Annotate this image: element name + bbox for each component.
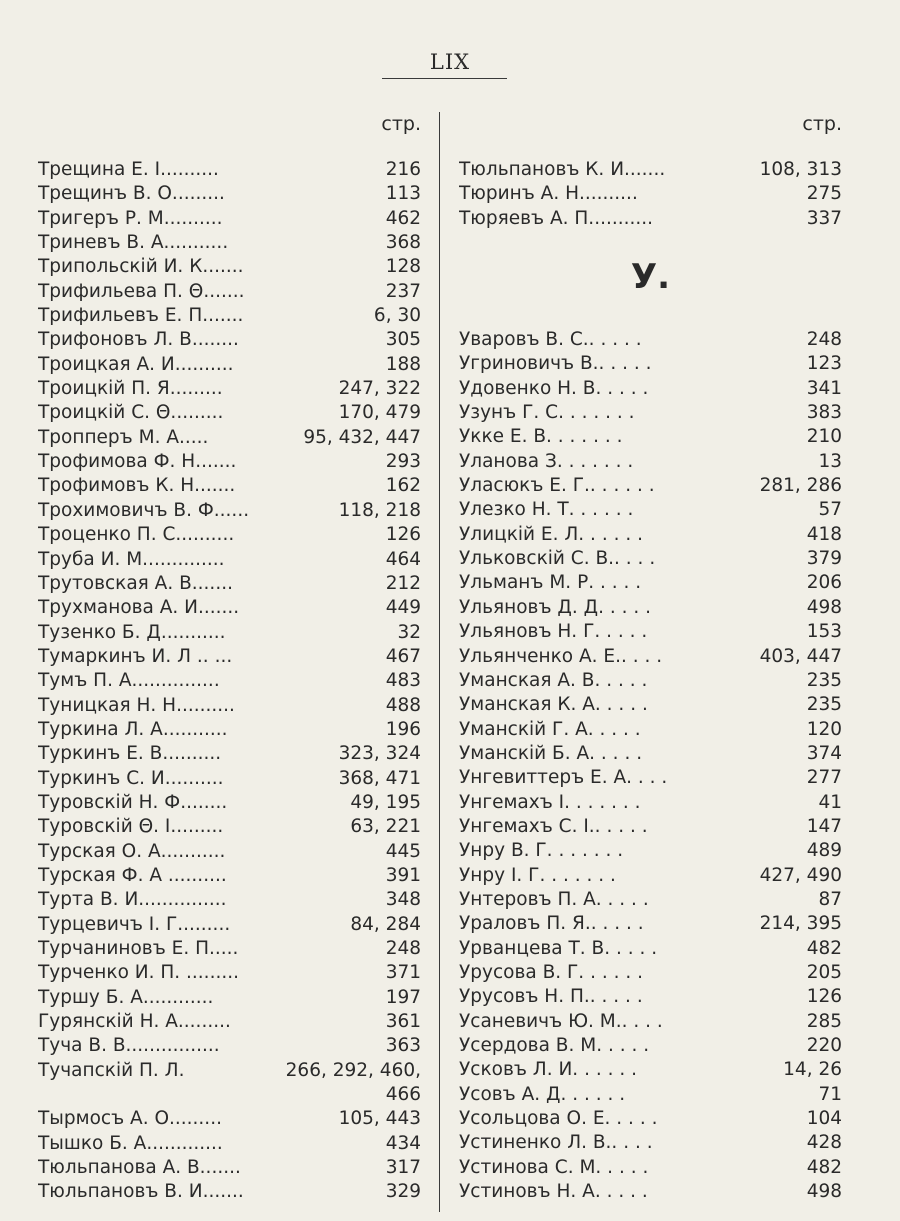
entry-pages: 162 — [384, 474, 421, 498]
entry-name: Удовенко Н. В. . . . . — [459, 377, 649, 399]
entry-pages: 32 — [395, 621, 421, 645]
entry-name: Устиненко Л. В.. . . . — [459, 1132, 653, 1154]
entry-pages: 49, 195 — [348, 791, 421, 815]
entry-name: Гурянскiй Н. А......... — [38, 1011, 231, 1033]
entry-name: Троицкая А. И.......... — [38, 353, 234, 375]
entry-pages: 363 — [384, 1034, 421, 1058]
entry-pages: 266, 292, 460, — [284, 1059, 421, 1083]
entry-pages: 293 — [384, 450, 421, 474]
entry-name: Уманская А. В. . . . . — [459, 669, 648, 691]
entry-pages: 434 — [384, 1132, 421, 1156]
entry-name: Усовъ А. Д. . . . . . — [459, 1083, 626, 1105]
index-entry — [38, 621, 421, 645]
entry-pages: 348 — [384, 888, 421, 912]
entry-name: Ульманъ М. Р. . . . . — [459, 572, 642, 594]
entry-name: Ульяновъ Н. Г. . . . . — [459, 621, 648, 643]
index-entry — [38, 1156, 421, 1180]
index-entry — [459, 328, 842, 352]
index-entry — [459, 961, 842, 985]
entry-name: Усаневичъ Ю. М.. . . . — [459, 1010, 663, 1032]
index-entry — [38, 767, 421, 791]
index-entry — [38, 1083, 421, 1107]
entry-pages: 147 — [805, 815, 842, 839]
entry-name: Трифоновъ Л. В........ — [38, 329, 239, 351]
entry-name: Укке Е. В. . . . . . . — [459, 426, 623, 448]
index-entry — [38, 401, 421, 425]
entry-pages: 220 — [805, 1034, 842, 1058]
entry-pages: 212 — [384, 572, 421, 596]
entry-pages: 466 — [384, 1083, 421, 1107]
index-entry — [459, 1010, 842, 1034]
entry-pages: 482 — [805, 937, 842, 961]
entry-pages: 6, 30 — [372, 304, 421, 328]
index-entry — [38, 523, 421, 547]
section-letter-u: У. — [630, 257, 671, 298]
entry-pages: 341 — [805, 377, 842, 401]
entry-name: Турта В. И............... — [38, 889, 227, 911]
index-entry — [459, 450, 842, 474]
index-entry — [459, 425, 842, 449]
index-entry — [38, 596, 421, 620]
entry-name: Трутовская А. В....... — [38, 572, 233, 594]
entry-pages: 277 — [805, 766, 842, 790]
left-column-header: стр. — [381, 113, 421, 135]
entry-pages: 120 — [805, 718, 842, 742]
entry-name: Туркинъ Е. В.......... — [38, 743, 222, 765]
entry-name: Угриновичъ В.. . . . . — [459, 353, 652, 375]
index-entry — [38, 937, 421, 961]
entry-name: Туча В. В................ — [38, 1035, 220, 1057]
entry-name: Устинова С. М. . . . . — [459, 1156, 649, 1178]
index-entry — [38, 304, 421, 328]
index-entry — [459, 620, 842, 644]
entry-name: Туровскiй Θ. I......... — [38, 816, 224, 838]
index-entry — [459, 352, 842, 376]
index-entry — [38, 742, 421, 766]
entry-pages: 368, 471 — [337, 767, 421, 791]
entry-name: Тюряевъ А. П........... — [459, 207, 653, 229]
entry-name: Трофимовъ К. Н....... — [38, 475, 236, 497]
index-entry — [38, 328, 421, 352]
entry-pages: 57 — [816, 498, 842, 522]
entry-pages: 197 — [384, 986, 421, 1010]
entry-pages: 483 — [384, 669, 421, 693]
entry-pages: 84, 284 — [348, 913, 421, 937]
entry-name: Уласюкъ Е. Г.. . . . . . — [459, 475, 655, 497]
entry-pages: 428 — [805, 1131, 842, 1155]
index-entry — [38, 840, 421, 864]
entry-pages: 383 — [805, 401, 842, 425]
entry-name: Тюльпановъ К. И....... — [459, 159, 666, 180]
entry-pages: 14, 26 — [781, 1058, 842, 1082]
entry-name: Турская Ф. А .......... — [38, 864, 227, 886]
index-entry — [459, 182, 842, 206]
index-entry — [38, 815, 421, 839]
entry-pages: 128 — [384, 255, 421, 279]
entry-name: Тумъ П. А............... — [38, 670, 220, 692]
index-entry — [38, 986, 421, 1010]
entry-name: Трипольскiй И. К....... — [38, 256, 244, 278]
entry-pages: 368 — [384, 231, 421, 255]
entry-name: Тюльпановъ В. И....... — [38, 1181, 244, 1203]
entry-pages: 489 — [805, 839, 842, 863]
entry-name: Трещинъ В. О......... — [38, 183, 225, 205]
page-number-rule — [382, 78, 507, 79]
entry-pages: 323, 324 — [337, 742, 421, 766]
index-entry — [459, 669, 842, 693]
entry-name: Унру I. Г. . . . . . . — [459, 864, 616, 886]
entry-pages: 403, 447 — [758, 645, 842, 669]
index-entry — [459, 1034, 842, 1058]
entry-pages: 214, 395 — [758, 912, 842, 936]
entry-name: Туркинъ С. И.......... — [38, 767, 224, 789]
entry-name: Унгемахъ I. . . . . . . — [459, 791, 641, 813]
index-entry — [459, 1131, 842, 1155]
index-entry — [459, 158, 842, 182]
entry-pages: 482 — [805, 1156, 842, 1180]
entry-name: Усковъ Л. И. . . . . . — [459, 1059, 637, 1081]
index-entry — [38, 1010, 421, 1034]
index-entry — [459, 498, 842, 522]
index-entry — [459, 547, 842, 571]
index-entry — [38, 645, 421, 669]
entry-name: Тучапскiй П. Л. — [38, 1059, 185, 1081]
index-entry — [459, 523, 842, 547]
entry-pages: 105, 443 — [337, 1107, 421, 1131]
entry-pages: 488 — [384, 694, 421, 718]
index-entry — [459, 377, 842, 401]
column-divider — [439, 112, 440, 1212]
entry-pages: 188 — [384, 353, 421, 377]
index-entry — [38, 499, 421, 523]
entry-pages: 118, 218 — [337, 499, 421, 523]
index-entry — [459, 645, 842, 669]
index-entry — [459, 791, 842, 815]
right-entry-list — [459, 158, 842, 1204]
index-entry — [38, 864, 421, 888]
index-entry — [459, 839, 842, 863]
entry-name: Урванцева Т. В. . . . . — [459, 937, 658, 959]
entry-name: Унгемахъ С. I.. . . . . — [459, 815, 648, 837]
entry-name: Улицкiй Е. Л. . . . . . — [459, 523, 643, 545]
entry-pages: 216 — [384, 158, 421, 182]
entry-pages: 462 — [384, 207, 421, 231]
index-entry — [38, 231, 421, 255]
entry-pages: 374 — [805, 742, 842, 766]
entry-name: Троицкiй П. Я......... — [38, 378, 223, 400]
index-entry — [459, 766, 842, 790]
index-entry — [38, 280, 421, 304]
index-entry — [459, 596, 842, 620]
index-entry — [459, 815, 842, 839]
entry-pages: 104 — [805, 1107, 842, 1131]
entry-pages: 13 — [816, 450, 842, 474]
entry-name: Турченко И. П. ......... — [38, 962, 239, 984]
entry-pages: 235 — [805, 693, 842, 717]
index-entry — [38, 1059, 421, 1083]
index-entry — [38, 1107, 421, 1131]
entry-name: Туровскiй Н. Ф........ — [38, 791, 228, 813]
entry-name: Тригеръ Р. М.......... — [38, 207, 223, 229]
entry-pages: 153 — [805, 620, 842, 644]
entry-name: Ульковскiй С. В.. . . . — [459, 548, 656, 570]
index-entry — [38, 255, 421, 279]
index-entry — [38, 913, 421, 937]
entry-name: Труба И. М.............. — [38, 548, 225, 570]
entry-name: Уваровъ В. С.. . . . . — [459, 329, 642, 351]
entry-name: Унгевиттеръ Е. А. . . . — [459, 767, 668, 789]
entry-name: Уланова З. . . . . . . — [459, 450, 634, 472]
entry-name: Узунъ Г. С. . . . . . . — [459, 402, 635, 424]
entry-name: Уманская К. А. . . . . — [459, 694, 648, 716]
entry-name: Ульянченко А. Е.. . . . — [459, 645, 663, 667]
entry-pages: 235 — [805, 669, 842, 693]
entry-pages: 379 — [805, 547, 842, 571]
entry-pages: 361 — [384, 1010, 421, 1034]
entry-pages: 95, 432, 447 — [301, 426, 421, 450]
entry-name: Унру В. Г. . . . . . . — [459, 840, 624, 862]
entry-pages: 467 — [384, 645, 421, 669]
entry-name: Турцевичъ I. Г......... — [38, 913, 231, 935]
index-entry — [38, 888, 421, 912]
entry-name: Тырмосъ А. О......... — [38, 1108, 222, 1130]
entry-name: Триневъ В. А........... — [38, 232, 229, 254]
entry-pages: 391 — [384, 864, 421, 888]
index-entry — [38, 450, 421, 474]
entry-pages: 63, 221 — [348, 815, 421, 839]
index-entry — [38, 718, 421, 742]
entry-pages: 317 — [384, 1156, 421, 1180]
entry-name: Трифильевъ Е. П....... — [38, 305, 244, 327]
entry-name: Урусова В. Г. . . . . . — [459, 961, 643, 983]
entry-pages: 418 — [805, 523, 842, 547]
index-entry — [459, 1058, 842, 1082]
entry-pages: 126 — [384, 523, 421, 547]
index-entry — [459, 912, 842, 936]
entry-name: Тюринъ А. Н.......... — [459, 183, 638, 205]
index-entry — [459, 401, 842, 425]
entry-pages: 275 — [805, 182, 842, 206]
index-entry — [38, 426, 421, 450]
entry-pages: 464 — [384, 548, 421, 572]
index-entry — [38, 182, 421, 206]
index-entry — [459, 1107, 842, 1131]
entry-pages: 329 — [384, 1180, 421, 1204]
index-entry — [38, 377, 421, 401]
entry-name: Трофимова Ф. Н....... — [38, 451, 237, 473]
entry-name: Уманскiй Б. А. . . . . — [459, 742, 643, 764]
index-entry — [459, 207, 842, 231]
index-entry — [459, 864, 842, 888]
entry-name: Устиновъ Н. А. . . . . — [459, 1181, 648, 1203]
entry-name: Трухманова А. И....... — [38, 597, 240, 619]
entry-pages: 126 — [805, 985, 842, 1009]
entry-pages: 498 — [805, 596, 842, 620]
index-entry — [38, 669, 421, 693]
index-entry — [38, 1034, 421, 1058]
index-entry — [459, 1180, 842, 1204]
index-entry — [459, 937, 842, 961]
entry-name: Туницкая Н. Н.......... — [38, 694, 235, 716]
index-entry — [459, 474, 842, 498]
index-entry — [38, 961, 421, 985]
entry-pages: 427, 490 — [758, 864, 842, 888]
entry-pages: 210 — [805, 425, 842, 449]
page-number: LIX — [429, 50, 471, 74]
entry-name: Туркина Л. А........... — [38, 718, 228, 740]
entry-name: Турская О. А........... — [38, 840, 226, 862]
entry-pages: 445 — [384, 840, 421, 864]
entry-pages: 371 — [384, 961, 421, 985]
entry-name: Тумаркинъ И. Л .. ... — [38, 645, 233, 667]
entry-pages: 123 — [805, 352, 842, 376]
index-entry — [38, 158, 421, 182]
index-entry — [459, 718, 842, 742]
right-column-header: стр. — [802, 113, 842, 135]
entry-name: Трещина Е. I.......... — [38, 159, 219, 180]
entry-pages: 205 — [805, 961, 842, 985]
entry-pages: 285 — [805, 1010, 842, 1034]
entry-pages: 237 — [384, 280, 421, 304]
entry-name: Туршу Б. А............ — [38, 986, 214, 1008]
entry-name: Тузенко Б. Д........... — [38, 621, 226, 643]
entry-pages: 281, 286 — [758, 474, 842, 498]
left-entry-list — [38, 158, 421, 1205]
entry-name: Тюльпанова А. В....... — [38, 1157, 241, 1179]
index-entry — [459, 571, 842, 595]
index-entry — [459, 1083, 842, 1107]
entry-name: Унтеровъ П. А. . . . . — [459, 888, 649, 910]
entry-name: Улезко Н. Т. . . . . . — [459, 499, 634, 521]
entry-pages: 41 — [816, 791, 842, 815]
entry-pages: 247, 322 — [337, 377, 421, 401]
index-entry — [459, 888, 842, 912]
entry-name: Тышко Б. А............. — [38, 1132, 223, 1154]
entry-name: Трохимовичъ В. Ф...... — [38, 499, 250, 521]
index-entry — [38, 1132, 421, 1156]
entry-name: Уманскiй Г. А. . . . . — [459, 718, 641, 740]
entry-pages: 108, 313 — [758, 158, 842, 182]
entry-pages: 206 — [805, 571, 842, 595]
index-entry — [38, 694, 421, 718]
entry-name: Усердова В. М. . . . . — [459, 1035, 650, 1056]
entry-pages: 248 — [805, 328, 842, 352]
entry-pages: 449 — [384, 596, 421, 620]
entry-pages: 248 — [384, 937, 421, 961]
index-entry — [459, 742, 842, 766]
index-entry — [38, 353, 421, 377]
entry-name: Ульяновъ Д. Д. . . . . — [459, 596, 651, 618]
index-entry — [459, 693, 842, 717]
entry-pages: 196 — [384, 718, 421, 742]
entry-pages: 71 — [816, 1083, 842, 1107]
entry-name: Усольцова О. Е. . . . . — [459, 1108, 658, 1130]
entry-pages: 498 — [805, 1180, 842, 1204]
index-entry — [38, 548, 421, 572]
entry-pages: 170, 479 — [337, 401, 421, 425]
index-entry — [38, 474, 421, 498]
index-entry — [38, 572, 421, 596]
entry-pages: 337 — [805, 207, 842, 231]
index-entry — [38, 207, 421, 231]
entry-name: Троценко П. С.......... — [38, 524, 235, 546]
index-entry — [38, 791, 421, 815]
index-entry — [459, 985, 842, 1009]
entry-pages: 305 — [384, 328, 421, 352]
entry-name: Ураловъ П. Я.. . . . . — [459, 913, 644, 935]
entry-name: Троицкiй С. Θ......... — [38, 402, 224, 424]
index-entry — [38, 1180, 421, 1204]
entry-name: Турчаниновъ Е. П..... — [38, 938, 239, 959]
entry-pages: 87 — [816, 888, 842, 912]
entry-name: Трифильева П. Θ....... — [38, 280, 245, 302]
index-entry — [459, 1156, 842, 1180]
entry-name: Урусовъ Н. П.. . . . . — [459, 986, 643, 1008]
entry-name: Тропперъ М. А..... — [38, 426, 209, 448]
entry-pages: 113 — [384, 182, 421, 206]
